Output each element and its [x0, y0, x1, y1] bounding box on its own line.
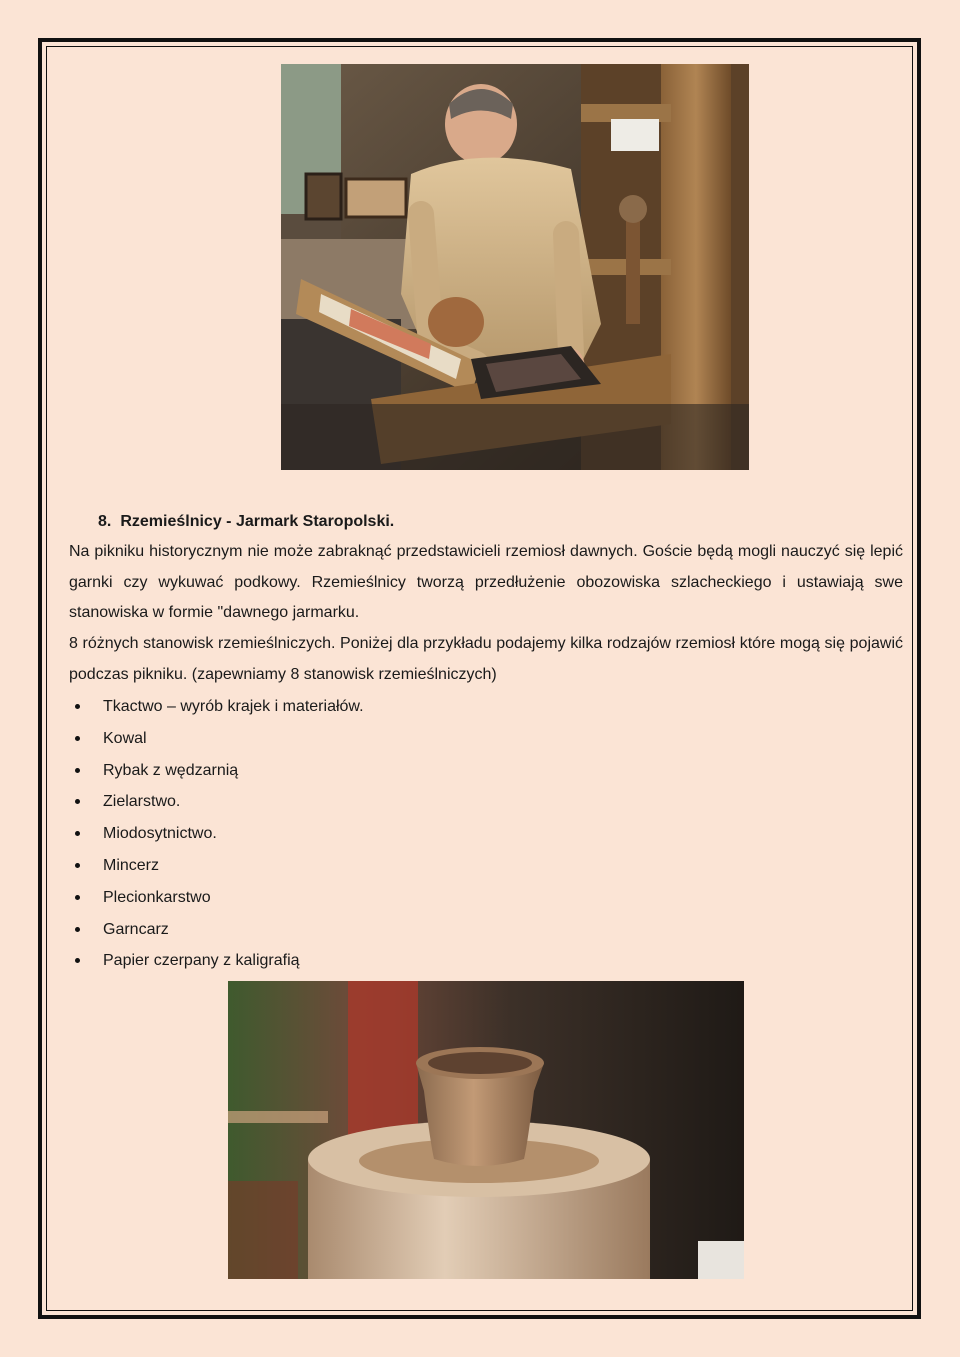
clay-pot-on-wheel-photo: [228, 981, 744, 1279]
list-item: Miodosytnictwo.: [69, 818, 364, 850]
list-item: Mincerz: [69, 850, 364, 882]
list-item: Zielarstwo.: [69, 786, 364, 818]
intro-paragraph: Na pikniku historycznym nie może zabraknąć przedstawicieli rzemiosł dawnych. Goście będą mogli nauczyć się lepić garnki czy wykuwać podkowy. Rzemieślnicy tworzą przedłużenie obozowiska szlacheckiego i ustawiają swe stanowiska w formie "dawnego jarmarku.: [69, 543, 903, 621]
list-item: Kowal: [69, 723, 364, 755]
bullet-icon: [75, 958, 80, 963]
section-number: 8.: [98, 513, 112, 530]
list-item: Tkactwo – wyrób krajek i materiałów.: [69, 691, 364, 723]
stations-paragraph: 8 różnych stanowisk rzemieślniczych. Poniżej dla przykładu podajemy kilka rodzajów rzemiosł które mogą się pojawić podczas pikniku. (zapewniamy 8 stanowisk rzemieślniczych): [69, 635, 903, 683]
bullet-icon: [75, 927, 80, 932]
list-item: Papier czerpany z kaligrafią: [69, 945, 364, 977]
bullet-icon: [75, 736, 80, 741]
section-title: Rzemieślnicy - Jarmark Staropolski.: [120, 513, 395, 530]
bullet-icon: [75, 863, 80, 868]
bullet-icon: [75, 799, 80, 804]
bullet-icon: [75, 895, 80, 900]
list-item: Rybak z wędzarnią: [69, 755, 364, 787]
list-item: Garncarz: [69, 914, 364, 946]
bullet-icon: [75, 768, 80, 773]
section-heading: [98, 511, 394, 533]
printer-at-press-photo: [281, 64, 749, 470]
bullet-icon: [75, 704, 80, 709]
list-item: Plecionkarstwo: [69, 882, 364, 914]
crafts-list: [69, 691, 364, 977]
bullet-icon: [75, 831, 80, 836]
